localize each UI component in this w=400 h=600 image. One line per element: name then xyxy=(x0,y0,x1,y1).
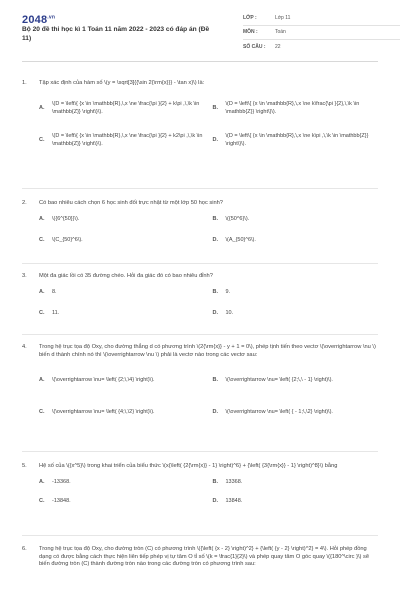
divider xyxy=(22,263,378,264)
question-text xyxy=(22,273,378,281)
option-letter: A. xyxy=(39,478,45,485)
option-letter: C. xyxy=(39,408,45,415)
document-header xyxy=(22,0,378,62)
option-text: \(C_{50}^6\). xyxy=(52,236,83,243)
option-letter: B. xyxy=(212,215,218,222)
option-c[interactable] xyxy=(39,237,205,245)
option-b[interactable] xyxy=(213,96,379,122)
option-letter: D. xyxy=(212,236,218,243)
question-6 xyxy=(22,546,378,569)
question-body: Có bao nhiêu cách chọn 6 học sinh đối trực nhật từ một lớp 50 học sinh? xyxy=(39,200,223,206)
options-grid xyxy=(22,96,378,154)
option-b[interactable] xyxy=(213,479,379,487)
question-3 xyxy=(22,273,378,318)
option-letter: B. xyxy=(212,376,218,383)
question-number: 4. xyxy=(22,344,27,350)
question-body: Trong hệ trục tọa độ Oxy, cho đường thẳng d có phương trình \(2{\rm{x}} - y + 1 = 0\), phép tịnh tiến theo vectơ \(\overrightarrow \nu \) biến d thành chính nó thì \(\overrightarrow \nu \) phải là vectơ nào trong các vectơ sau: xyxy=(39,344,376,358)
option-text: 8. xyxy=(52,288,57,295)
option-letter: B. xyxy=(212,478,218,485)
option-d[interactable] xyxy=(213,128,379,154)
option-text: \(\overrightarrow \nu= \left( { - 1;\,\2} \right)\). xyxy=(225,408,333,415)
question-5 xyxy=(22,463,378,506)
option-text: \({6^{50}}\). xyxy=(52,215,80,222)
option-a[interactable] xyxy=(39,216,205,224)
option-letter: C. xyxy=(39,497,45,504)
question-body: Tập xác định của hàm số \(y = \sqrt[3]{{\sin 2{\rm{x}}} - \tan x}\) là: xyxy=(39,80,205,86)
question-text xyxy=(22,344,378,359)
option-d[interactable] xyxy=(213,399,379,425)
meta-label: LỚP : xyxy=(243,15,257,22)
meta-row-count xyxy=(243,40,400,54)
option-a[interactable] xyxy=(39,479,205,487)
divider xyxy=(22,451,378,452)
logo-suffix: .vn xyxy=(47,14,56,21)
option-d[interactable] xyxy=(213,237,379,245)
options-grid xyxy=(22,289,378,318)
option-d[interactable] xyxy=(213,310,379,318)
option-c[interactable] xyxy=(39,399,205,425)
meta-value: Toán xyxy=(275,29,286,36)
option-c[interactable] xyxy=(39,128,205,154)
option-text: 13848. xyxy=(225,497,243,504)
option-c[interactable] xyxy=(39,498,205,506)
option-letter: C. xyxy=(39,136,45,143)
option-b[interactable] xyxy=(213,289,379,297)
option-b[interactable] xyxy=(213,216,379,224)
meta-value: 22 xyxy=(275,43,281,50)
option-letter: A. xyxy=(39,215,45,222)
question-number: 2. xyxy=(22,200,27,206)
option-letter: B. xyxy=(212,288,218,295)
question-body: Một đa giác lồi có 35 đường chéo. Hỏi đa giác đó có bao nhiêu đỉnh? xyxy=(39,273,213,279)
option-b[interactable] xyxy=(213,367,379,393)
question-text xyxy=(22,80,378,88)
option-d[interactable] xyxy=(213,498,379,506)
document-title: Bộ 20 đề thi học kì 1 Toán 11 năm 2022 - 2023 có đáp án (Đề 11) xyxy=(22,26,210,42)
question-number: 3. xyxy=(22,273,27,279)
option-text: \(\overrightarrow \nu= \left( {4;\,\2} \right)\). xyxy=(52,408,155,415)
option-text: \(D = \left\{ {x \in \mathbb{R},\,x \ne k\pi ,\,\k \in \mathbb{Z}} \right\}\). xyxy=(225,133,369,147)
meta-value: Lớp 11 xyxy=(275,15,291,22)
meta-row-class xyxy=(243,12,400,26)
question-text xyxy=(22,546,378,569)
option-text: -13368. xyxy=(52,478,71,485)
options-grid xyxy=(22,367,378,425)
divider xyxy=(22,188,378,189)
question-text xyxy=(22,200,378,208)
question-body: Trong hệ trục tọa độ Oxy, cho đường tròn (C) có phương trình \({\left( {x - 2} \right)^2} + {\left( {y - 2} \right)^2} = 4\). Hỏi phép đồng dạng có được bằng cách thực hiện liên tiếp phép vị tự tâm O tỉ số \(k = \frac{1}{2}\) và phép quay tâm O góc quay \({180^\circ }\) sẽ biến đường tròn (C) thành đường tròn nào trong các đường tròn có phương trình sau: xyxy=(39,546,370,568)
option-a[interactable] xyxy=(39,289,205,297)
option-letter: D. xyxy=(212,136,218,143)
option-letter: C. xyxy=(39,309,45,316)
option-text: 10. xyxy=(225,309,234,316)
option-text: 13368. xyxy=(225,478,243,485)
option-text: \(\overrightarrow \nu= \left( {2;\,\ - 1} \right)\). xyxy=(225,376,333,383)
question-4 xyxy=(22,344,378,425)
divider xyxy=(22,535,378,536)
question-body: Hệ số của \({x^5}\) trong khai triển của biểu thức \(x{\left( {2{\rm{x}} - 1} \right)^6} + {\left( {3{\rm{x}} - 1} \right)^8}\) bằng xyxy=(39,463,338,469)
meta-label: SỐ CÂU : xyxy=(243,43,266,50)
option-text: \(A_{50}^6\). xyxy=(225,236,256,243)
options-grid xyxy=(22,216,378,245)
option-letter: A. xyxy=(39,376,45,383)
option-text: 9. xyxy=(225,288,231,295)
options-grid xyxy=(22,479,378,506)
question-1 xyxy=(22,80,378,154)
option-text: \(\overrightarrow \nu= \left( {2;\,\4} \right)\). xyxy=(52,376,155,383)
option-letter: D. xyxy=(212,309,218,316)
question-number: 1. xyxy=(22,80,27,86)
meta-row-subject xyxy=(243,26,400,40)
option-a[interactable] xyxy=(39,367,205,393)
question-number: 6. xyxy=(22,546,27,552)
document-meta xyxy=(243,12,400,54)
divider xyxy=(22,334,378,335)
option-letter: D. xyxy=(212,408,218,415)
option-text: 11. xyxy=(52,309,60,316)
option-text: \(D = \left\{ {x \in \mathbb{R},\,x \ne \frac{\pi }{2} + k\pi ,\,\k \in \mathbb{Z}} \right\}\). xyxy=(52,101,200,115)
logo-main: 2048 xyxy=(22,14,48,26)
option-letter: D. xyxy=(212,497,218,504)
option-c[interactable] xyxy=(39,310,205,318)
option-text: \({50^6}\). xyxy=(225,215,250,222)
option-letter: A. xyxy=(39,288,45,295)
option-letter: C. xyxy=(39,236,45,243)
option-text: \(D = \left\{ {x \in \mathbb{R},\,x \ne k\frac{\pi }{2},\,\k \in \mathbb{Z}} \right\}\). xyxy=(225,101,360,115)
option-a[interactable] xyxy=(39,96,205,122)
option-text: -13848. xyxy=(52,497,71,504)
question-text xyxy=(22,463,378,471)
meta-label: MÔN : xyxy=(243,29,258,36)
question-2 xyxy=(22,200,378,245)
question-number: 5. xyxy=(22,463,27,469)
option-text: \(D = \left\{ {x \in \mathbb{R},\,x \ne \frac{\pi }{2} + k2\pi ,\,\k \in \mathbb{Z}} \right\}\). xyxy=(52,133,203,147)
option-letter: B. xyxy=(212,104,218,111)
option-letter: A. xyxy=(39,104,45,111)
